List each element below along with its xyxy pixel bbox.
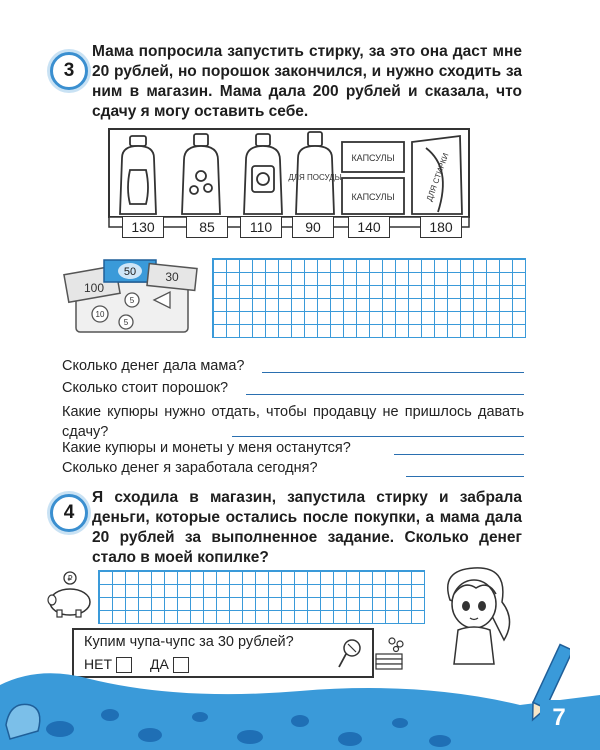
product-label: КАПСУЛЫ	[351, 192, 395, 202]
answer-line-2[interactable]	[246, 394, 524, 395]
task-number-text: 4	[63, 502, 75, 523]
answer-line-3[interactable]	[232, 436, 524, 437]
task-number-badge	[50, 494, 88, 532]
girl-icon	[430, 560, 520, 670]
answer-line-5[interactable]	[406, 476, 524, 477]
question-4: Какие купюры и монеты у меня останутся?	[62, 440, 351, 456]
answer-line-4[interactable]	[394, 454, 524, 455]
price-tag: 110	[240, 216, 282, 238]
choice-yes-label: ДА	[150, 656, 169, 672]
price-tag: 85	[186, 216, 228, 238]
question-5: Сколько денег я заработала сегодня?	[62, 460, 318, 476]
question-3: Какие купюры нужно отдать, чтобы продавцу не пришлось давать сдачу?	[62, 404, 524, 440]
task-number-badge	[50, 52, 88, 90]
bill-value: 30	[165, 270, 179, 284]
question-2: Сколько стоит порошок?	[62, 380, 229, 396]
task-3-text: Мама попросила запустить стирку, за это она даст мне 20 рублей, но порошок закончился, и нужно сходить за ним в магазин. Мама дала 200 рублей и сказала, что сдачу я могу оставить себе.	[92, 43, 522, 120]
page-number: 7	[540, 700, 578, 736]
product-label: ДЛЯ СТИРКИ	[424, 151, 451, 203]
footer-decoration	[0, 655, 600, 750]
piggy-bank-icon	[44, 570, 96, 618]
choice-question: Купим чупа-чупс за 30 рублей?	[84, 634, 294, 650]
choice-no-label: НЕТ	[84, 656, 112, 672]
price-tag: 90	[292, 216, 334, 238]
answer-line-1[interactable]	[262, 372, 524, 373]
bill-value: 50	[123, 266, 137, 278]
product-label: КАПСУЛЫ	[351, 153, 395, 163]
girl-illustration	[430, 560, 520, 670]
product-label: ДЛЯ ПОСУДЫ	[288, 173, 342, 182]
price-tag: 140	[348, 216, 390, 238]
coin-value: 10	[95, 310, 105, 319]
bill-value: 100	[83, 281, 105, 295]
task-number-text: 3	[63, 60, 75, 81]
piggy-bank-illustration	[44, 570, 96, 618]
question-1: Сколько денег дала мама?	[62, 358, 245, 374]
price-tag: 180	[420, 216, 462, 238]
wallet-illustration	[62, 256, 202, 336]
coin-value: 5	[123, 318, 129, 327]
price-tag: 130	[122, 216, 164, 238]
task-4-text: Я сходила в магазин, запустила стирку и забрала деньги, которые остались после покупки, а мама дала 20 рублей за выполненное задание. Сколько денег стало в моей копилке?	[92, 489, 522, 566]
piggy-coin-symbol: ₽	[67, 574, 73, 583]
calculation-grid[interactable]	[98, 570, 425, 624]
calculation-grid[interactable]	[212, 258, 526, 338]
coin-value: 5	[129, 296, 135, 305]
wallet-icon	[62, 256, 202, 336]
